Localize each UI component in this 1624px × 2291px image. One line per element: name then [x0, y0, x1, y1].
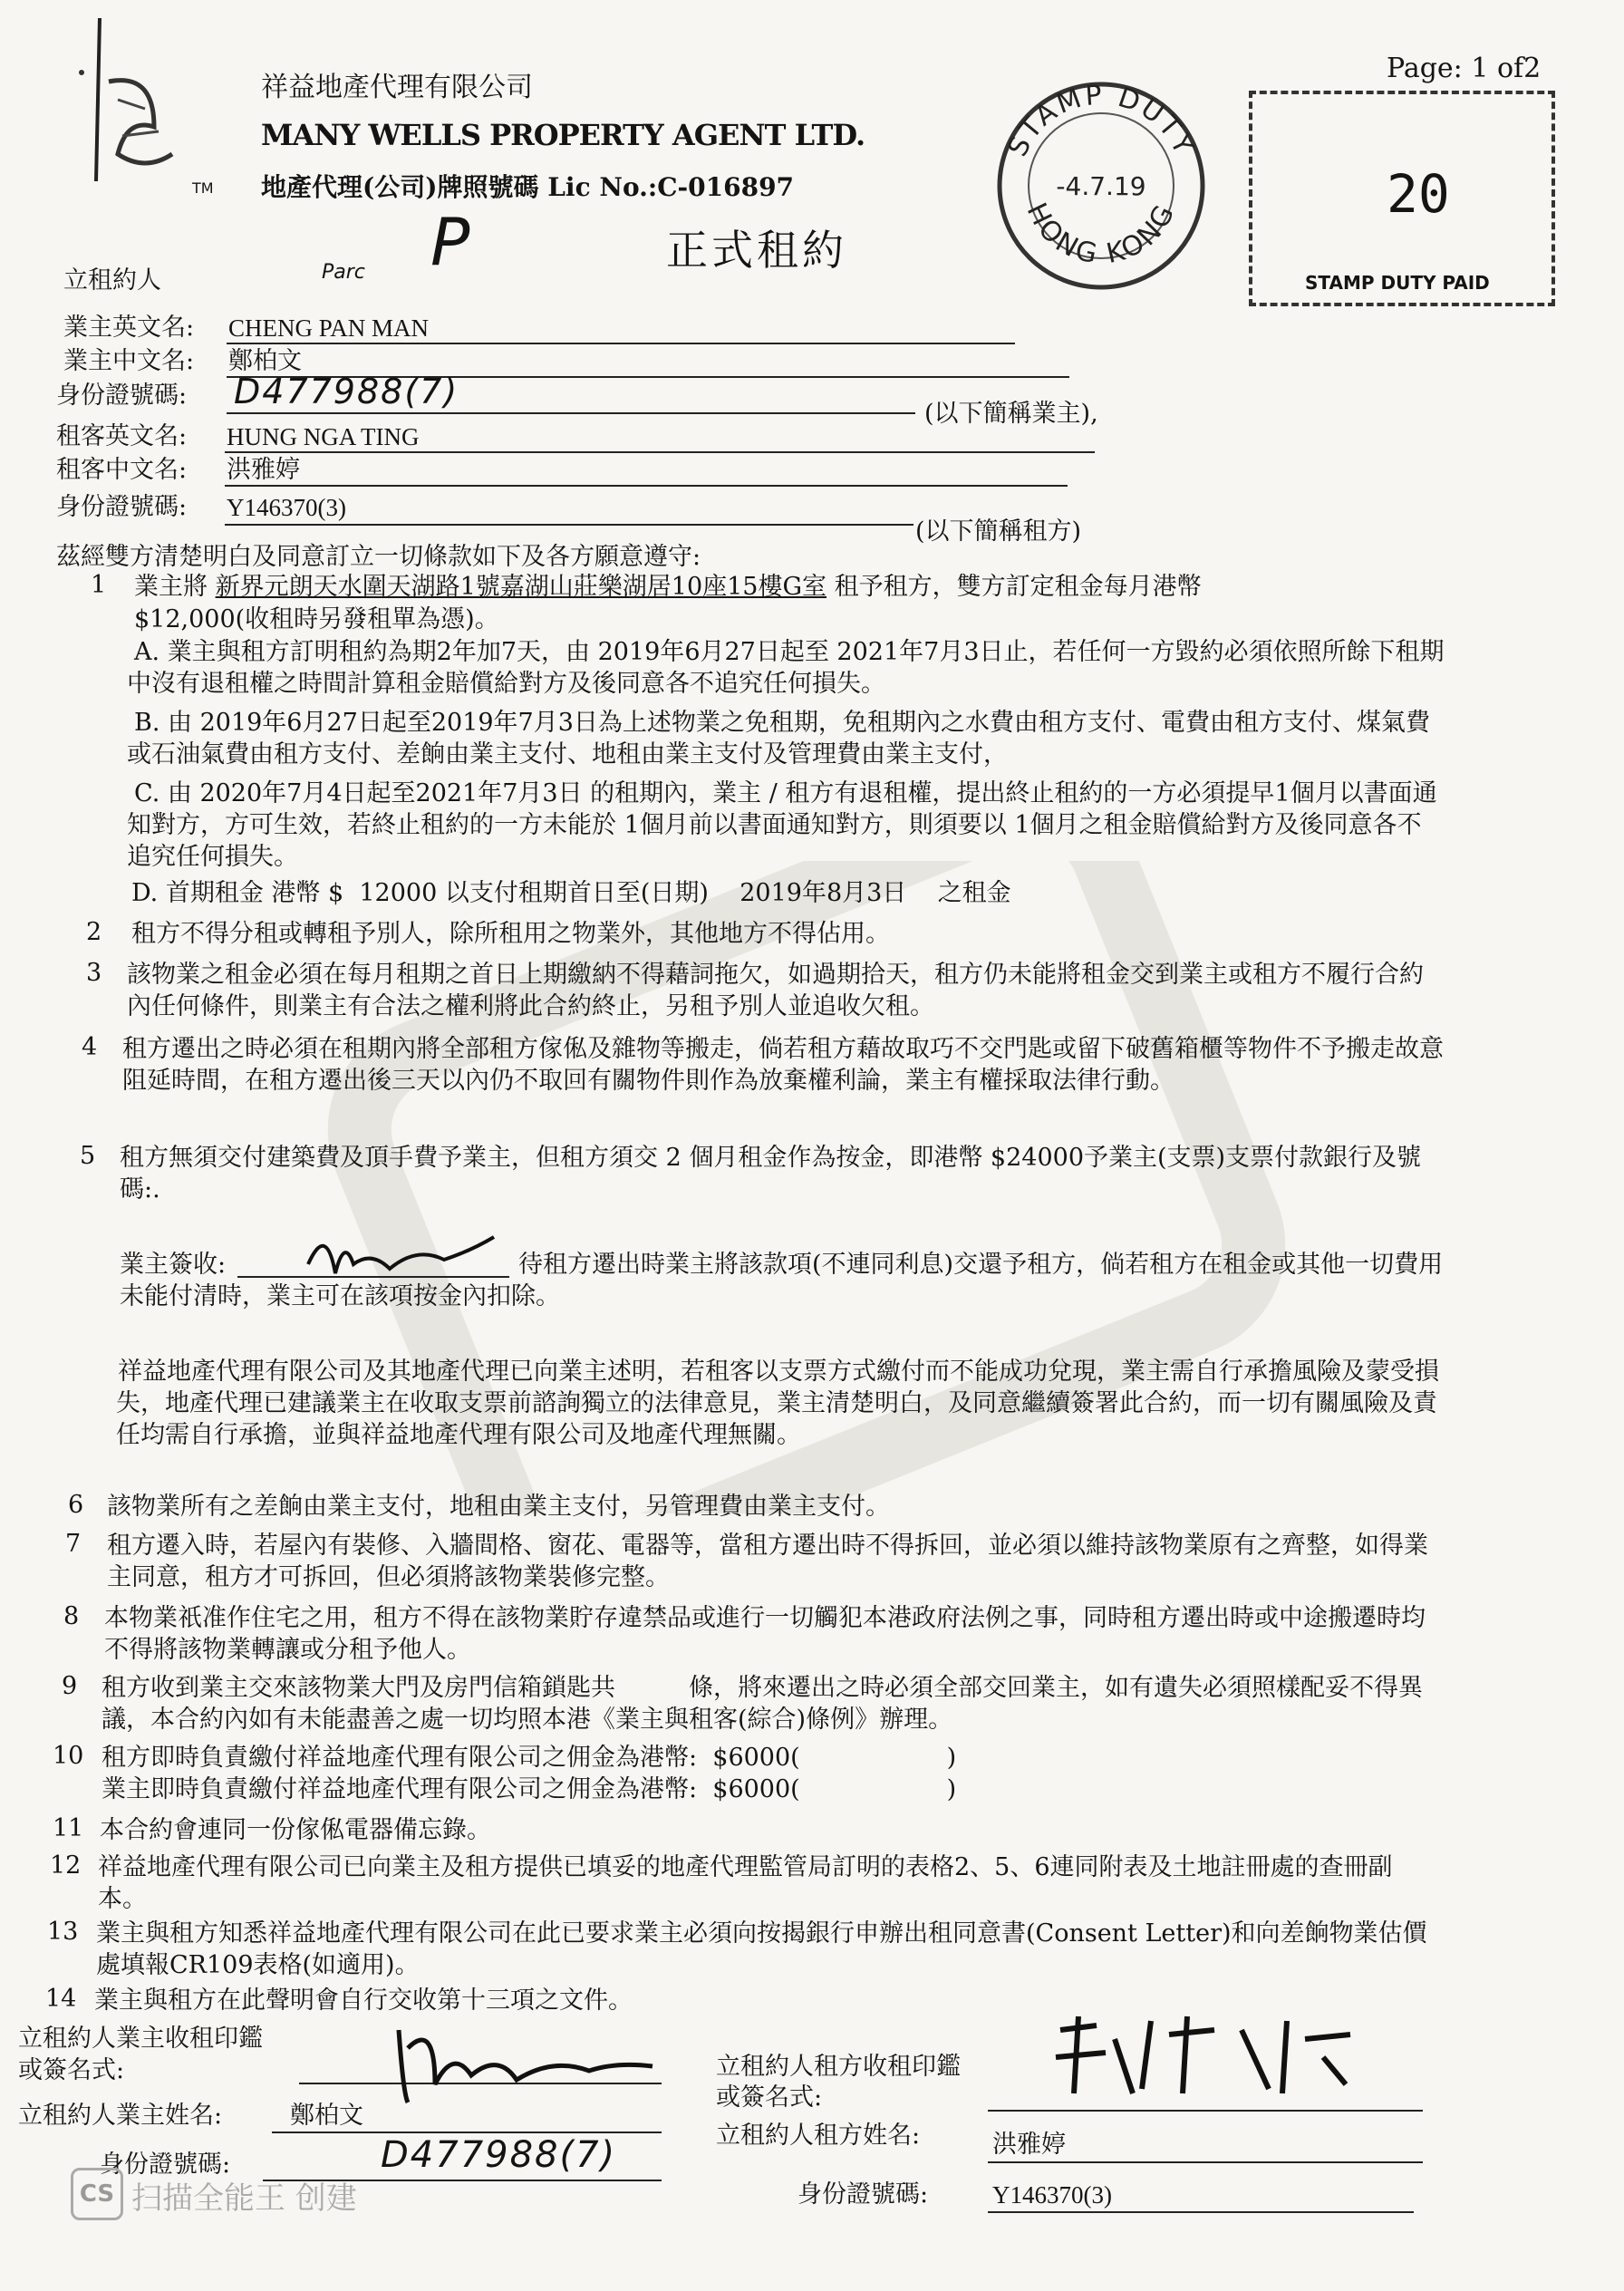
tenant-name-line — [988, 2161, 1423, 2163]
tenant-id-sign: Y146370(3) — [992, 2181, 1112, 2209]
tenant-name-label: 立租約人租方姓名: — [716, 2122, 921, 2150]
landlord-id-sign: D477988(7) — [381, 2134, 617, 2176]
clause-3: 該物業之租金必須在每月租期之首日上期繳納不得藉詞拖欠，如過期拾天，租方仍未能將租金交到業主或租方不履行合約內任何條件，則業主有合法之權利將此合約終止，另租予別人並追收欠租。 — [127, 961, 1424, 1020]
license-number: 地產代理(公司)牌照號碼 Lic No.:C-016897 — [261, 172, 795, 202]
underline — [225, 451, 1095, 453]
svg-text:STAMP DUTY — [1001, 80, 1200, 162]
underline — [225, 524, 914, 526]
clause-4: 租方遷出之時必須在租期內將全部租方傢俬及雜物等搬走，倘若租方藉故取巧不交門匙或留下破舊箱櫃等物件不予搬走故意阻延時間，在租方遷出後三天以內仍不取回有關物件則作為放棄權利論，業主有權採取法律行動。 — [122, 1035, 1444, 1095]
clause-number: 7 — [65, 1530, 82, 1558]
clause-number: 9 — [62, 1672, 78, 1700]
hand-mark: P — [430, 204, 470, 280]
svg-text:HONG KONG — [1020, 198, 1183, 271]
clause-14: 業主與租方在此聲明會自行交收第十三項之文件。 — [94, 1986, 633, 2015]
clause-11: 本合約會連同一份傢俬電器備忘錄。 — [100, 1816, 491, 1844]
clause-10-tenant: 租方即時負責繳付祥益地產代理有限公司之佣金為港幣: $6000( ) — [102, 1744, 957, 1772]
landlord-name: 鄭柏文 — [290, 2102, 363, 2130]
clause-number: 12 — [50, 1851, 82, 1880]
tenant-suffix: (以下簡稱租方) — [915, 517, 1082, 546]
clause-number: 3 — [86, 959, 102, 987]
clause-1-amount: $12,000(收租時另發租單為憑)。 — [134, 605, 499, 633]
underline — [227, 412, 915, 414]
landlord-seal-label-2: 或簽名式: — [18, 2056, 125, 2084]
clause-1-lead: 業主將 — [134, 573, 208, 601]
tenant-id-sign-label: 身份證號碼: — [798, 2180, 929, 2209]
tenant-id-label: 身份證號碼: — [56, 493, 188, 521]
landlord-zh-label: 業主中文名: — [63, 347, 195, 375]
cs-watermark-text: 扫描全能王 创建 — [131, 2180, 357, 2217]
underline — [225, 485, 1068, 487]
clause-number: 5 — [80, 1142, 96, 1170]
landlord-zh-value: 鄭柏文 — [228, 347, 302, 375]
tenant-name: 洪雅婷 — [992, 2131, 1066, 2159]
clause-9: 租方收到業主交來該物業大門及房門信箱鎖匙共 條，將來遷出之時必須全部交回業主，如有遺失必須照樣配妥不得異議，本合約內如有未能盡善之處一切均照本港《業主與租客(綜合)條例》辦理。 — [102, 1674, 1423, 1734]
stamp-duty-round-seal — [988, 72, 1214, 299]
parties-intro: 立租約人 — [63, 266, 161, 295]
clause-number: 14 — [45, 1985, 77, 2013]
deposit-terms: 待租方遷出時業主將該款項(不連同利息)交還予租方，倘若租方在租金或其他一切費用未能付清時，業主可在該項按金內扣除。 — [120, 1251, 1444, 1310]
landlord-seal-label: 立租約人業主收租印鑑 — [18, 2025, 263, 2053]
seal-date: -4.7.19 — [1056, 171, 1146, 201]
clause-number: 13 — [47, 1918, 79, 1946]
clause-1b: B. 由 2019年6月27日起至2019年7月3日為上述物業之免租期，免租期內之水費由租方支付、電費由租方支付、煤氣費或石油氣費由租方支付、差餉由業主支付、地租由業主支付及管理費由業主支付， — [127, 709, 1430, 768]
clause-2: 租方不得分租或轉租予別人，除所租用之物業外，其他地方不得佔用。 — [131, 920, 890, 948]
property-address: 新界元朗天水圍天湖路1號嘉湖山莊樂湖居10座15樓G室 — [215, 573, 827, 601]
clause-number: 10 — [53, 1742, 84, 1770]
deposit-sign-label: 業主簽收: — [120, 1251, 227, 1279]
underline — [227, 343, 1015, 344]
landlord-name-label: 立租約人業主姓名: — [18, 2102, 223, 2130]
company-name-en: MANY WELLS PROPERTY AGENT LTD. — [261, 118, 865, 152]
clause-number: 8 — [63, 1602, 80, 1630]
logo-tm: TM — [192, 179, 214, 197]
tenant-seal-label: 立租約人租方收租印鑑 — [716, 2053, 961, 2081]
cheque-disclaimer: 祥益地產代理有限公司及其地產代理已向業主述明，若租客以支票方式繳付而不能成功兌現，業主需自行承擔風險及蒙受損失，地產代理已建議業主在收取支票前諮詢獨立的法律意見，業主清楚明白，及同意繼續簽署此合約，而一切有關風險及責任均需自行承擔，並與祥益地產代理有限公司及地產代理無關。 — [116, 1358, 1439, 1449]
stamp-footer: STAMP DUTY PAID — [1305, 272, 1490, 294]
clause-1-rent: 租予租方，雙方訂定租金每月港幣 — [834, 573, 1202, 601]
company-name-zh: 祥益地產代理有限公司 — [261, 72, 533, 103]
landlord-en-value: CHENG PAN MAN — [228, 314, 430, 342]
tenant-en-value: HUNG NGA TING — [227, 423, 420, 450]
cs-icon: CS — [71, 2168, 123, 2220]
clause-7: 租方遷入時，若屋內有裝修、入牆間格、窗花、電器等，當租方遷出時不得拆回，並必須以維持該物業原有之齊整，如得業主同意，租方才可拆回，但必須將該物業裝修完整。 — [107, 1532, 1428, 1591]
stamp-amount: 20 — [1387, 163, 1450, 225]
parties-intro-hand: Parc — [322, 261, 365, 284]
landlord-id-label: 身份證號碼: — [56, 382, 188, 410]
seal-bottom-text: HONG KONG — [1020, 198, 1183, 271]
agreement-intro: 茲經雙方清楚明白及同意訂立一切條款如下及各方願意遵守: — [56, 543, 701, 571]
landlord-suffix: (以下簡稱業主), — [924, 400, 1098, 428]
clause-1 — [134, 571, 1448, 603]
clause-5: 租方無須交付建築費及頂手費予業主，但租方須交 2 個月租金作為按金，即港幣 $24000予業主(支票)支票付款銀行及號碼:. — [120, 1144, 1422, 1204]
company-logo — [54, 18, 199, 199]
landlord-name-line — [272, 2132, 662, 2133]
landlord-seal-signature — [381, 2012, 671, 2121]
landlord-id-value: D477988(7) — [234, 372, 459, 411]
clause-10-landlord: 業主即時負責繳付祥益地產代理有限公司之佣金為港幣: $6000( ) — [102, 1775, 957, 1803]
tenant-zh-label: 租客中文名: — [56, 456, 188, 484]
clause-number: 2 — [86, 918, 102, 946]
tenant-zh-value: 洪雅婷 — [227, 456, 300, 484]
tenant-en-label: 租客英文名: — [56, 422, 188, 450]
landlord-id-sign-label: 身份證號碼: — [100, 2151, 231, 2179]
clause-number: 1 — [91, 571, 107, 599]
document-title: 正式租約 — [666, 226, 847, 275]
clause-number: 6 — [68, 1491, 84, 1519]
clause-12: 祥益地產代理有限公司已向業主及租方提供已填妥的地產代理監管局訂明的表格2、5、6連同附表及土地註冊處的查冊副本。 — [98, 1853, 1393, 1913]
clause-1a: A. 業主與租方訂明租約為期2年加7天，由 2019年6月27日起至 2021年7月3日止，若任何一方毀約必須依照所餘下租期中沒有退租權之時間計算租金賠償給對方及後同意各不追究任何損失。 — [127, 638, 1445, 698]
clause-8: 本物業祇准作住宅之用，租方不得在該物業貯存違禁品或進行一切觸犯本港政府法例之事，同時租方遷出時或中途搬遷時均不得將該物業轉讓或分租予他人。 — [104, 1604, 1426, 1664]
tenant-seal-label-2: 或簽名式: — [716, 2083, 823, 2112]
tenant-id-line — [988, 2211, 1414, 2213]
clause-13: 業主與租方知悉祥益地產代理有限公司在此已要求業主必須向按揭銀行申辦出租同意書(Consent Letter)和向差餉物業估價處填報CR109表格(如適用)。 — [96, 1919, 1427, 1979]
clause-1c: C. 由 2020年7月4日起至2021年7月3日 的租期內，業主 / 租方有退租權，提出終止租約的一方必須提早1個月以書面通知對方，方可生效，若終止租約的一方未能於 1個月前以書面通知對方，則須要以 1個月之租金賠償給對方及後同意各不追究任何損失。 — [127, 779, 1437, 871]
landlord-en-label: 業主英文名: — [63, 314, 195, 342]
page-number: Page: 1 of2 — [1387, 53, 1542, 84]
seal-top-text: STAMP DUTY — [1001, 79, 1201, 162]
tenant-id-value: Y146370(3) — [227, 494, 346, 521]
clause-number: 11 — [53, 1814, 84, 1842]
clause-1d: D. 首期租金 港幣 $ 12000 以支付租期首日至(日期) 2019年8月3日 之租金 — [131, 879, 1011, 907]
clause-6: 該物業所有之差餉由業主支付，地租由業主支付，另管理費由業主支付。 — [107, 1493, 890, 1521]
tenant-seal-signature — [1033, 2003, 1378, 2112]
clause-number: 4 — [82, 1033, 98, 1061]
